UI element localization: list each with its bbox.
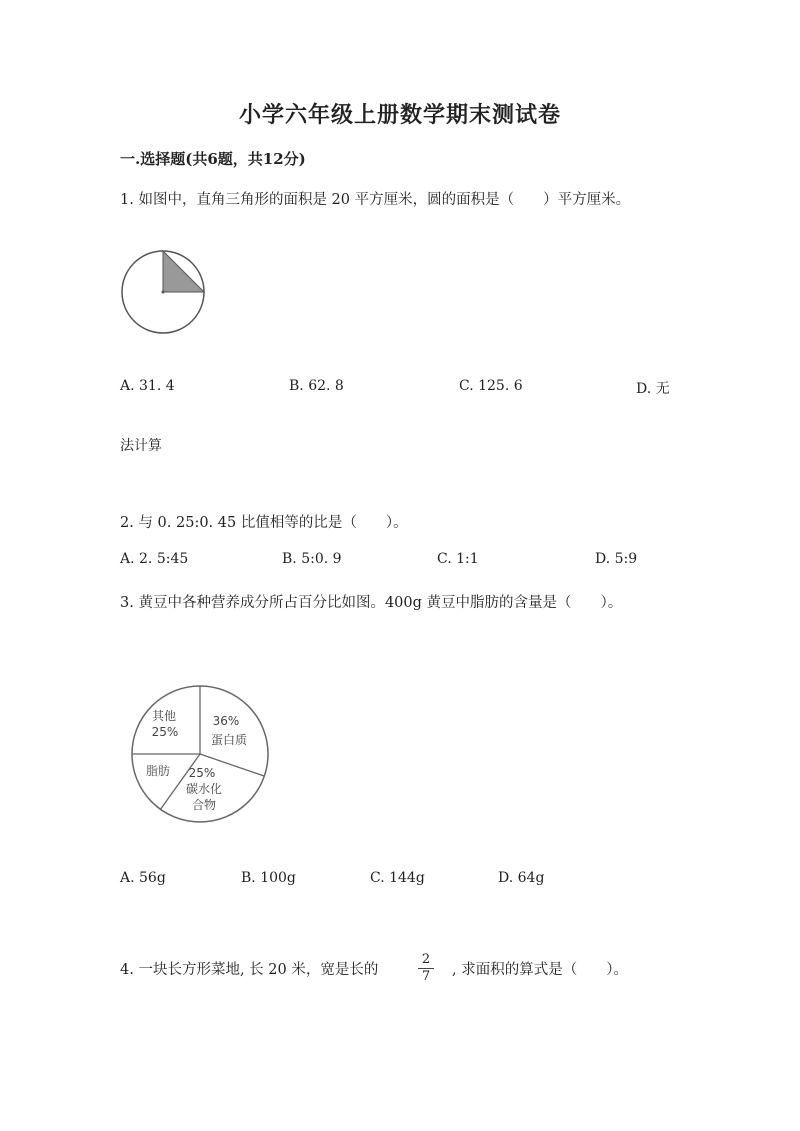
pie-label-protein: 蛋白质	[210, 733, 248, 747]
question-3-option-c[interactable]: C. 144g	[370, 870, 425, 886]
question-1-option-b[interactable]: B. 62. 8	[289, 378, 344, 394]
pie-label-fat: 脂肪	[145, 764, 171, 778]
fraction-numerator: 2	[418, 952, 434, 969]
question-3-text: 3. 黄豆中各种营养成分所占百分比如图。400g 黄豆中脂肪的含量是（ ）。	[120, 595, 623, 611]
pie-label-carb-line2: 合物	[191, 798, 217, 812]
pie-label-carb-pct: 25%	[188, 766, 216, 780]
question-3-pie-chart	[128, 680, 278, 830]
question-1-option-d-continuation: 法计算	[120, 438, 162, 454]
pie-label-other: 其他	[151, 709, 177, 723]
question-4-text-after: , 求面积的算式是（ ）。	[452, 962, 628, 978]
question-2-text: 2. 与 0. 25:0. 45 比值相等的比是（ ）。	[120, 515, 408, 531]
section-heading: 一.选择题(共6题，共12分)	[120, 150, 306, 168]
question-1-option-c[interactable]: C. 125. 6	[459, 378, 523, 394]
question-2-option-d[interactable]: D. 5:9	[595, 551, 638, 567]
question-3-option-d[interactable]: D. 64g	[498, 870, 545, 886]
pie-label-carb-line1: 碳水化	[185, 782, 223, 796]
question-3-option-a[interactable]: A. 56g	[120, 870, 166, 886]
pie-label-other-pct: 25%	[151, 725, 179, 739]
page-title: 小学六年级上册数学期末测试卷	[238, 102, 561, 128]
question-3-option-b[interactable]: B. 100g	[241, 870, 296, 886]
question-2-option-c[interactable]: C. 1:1	[437, 551, 479, 567]
question-1-text: 1. 如图中，直角三角形的面积是 20 平方厘米，圆的面积是（ ）平方厘米。	[120, 192, 631, 208]
question-2-option-b[interactable]: B. 5:0. 9	[282, 551, 342, 567]
question-2-option-a[interactable]: A. 2. 5:45	[120, 551, 189, 567]
fraction-denominator: 7	[421, 969, 431, 984]
question-1-option-a[interactable]: A. 31. 4	[120, 378, 175, 394]
circle-center-dot	[162, 291, 165, 294]
question-4-text-before: 4. 一块长方形菜地, 长 20 米，宽是长的	[120, 962, 379, 978]
question-1-option-d[interactable]: D. 无	[636, 381, 670, 397]
question-4-fraction	[418, 952, 434, 985]
question-1-circle-figure	[118, 245, 213, 340]
pie-label-protein-pct: 36%	[212, 714, 240, 728]
